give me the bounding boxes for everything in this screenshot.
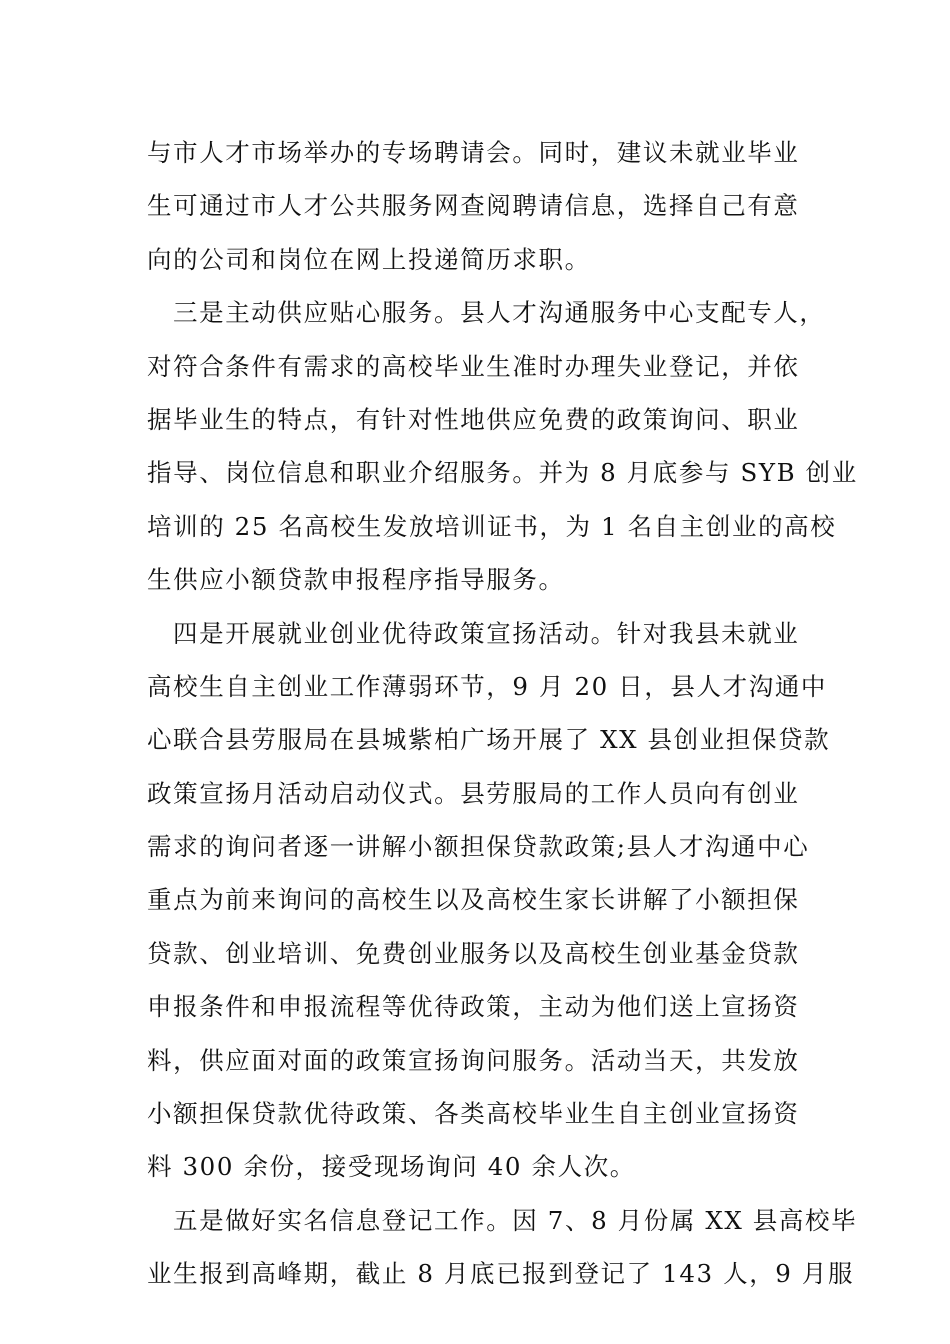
text-line: 心联合县劳服局在县城紫柏广场开展了 XX 县创业担保贷款: [147, 725, 831, 755]
text-line: 生供应小额贷款申报程序指导服务。: [147, 565, 565, 595]
text-line: 贷款、创业培训、免费创业服务以及高校生创业基金贷款: [147, 938, 800, 968]
text-line: 料，供应面对面的政策宣扬询问服务。活动当天，共发放: [147, 1045, 800, 1075]
text-line: 申报条件和申报流程等优待政策，主动为他们送上宣扬资: [147, 992, 800, 1022]
text-line: 高校生自主创业工作薄弱环节，9 月 20 日，县人才沟通中: [147, 671, 828, 701]
paragraph-start-line: 三是主动供应贴心服务。县人才沟通服务中心支配专人，: [173, 298, 826, 328]
text-line: 业生报到高峰期，截止 8 月底已报到登记了 143 人，9 月服: [147, 1259, 855, 1289]
paragraph-start-line: 五是做好实名信息登记工作。因 7、8 月份属 XX 县高校毕: [173, 1205, 858, 1235]
text-line: 需求的询问者逐一讲解小额担保贷款政策;县人才沟通中心: [147, 832, 810, 862]
paragraph-start-line: 四是开展就业创业优待政策宣扬活动。针对我县未就业: [173, 618, 800, 648]
text-line: 指导、岗位信息和职业介绍服务。并为 8 月底参与 SYB 创业: [147, 458, 858, 488]
text-line: 政策宣扬月活动启动仪式。县劳服局的工作人员向有创业: [147, 778, 800, 808]
text-line: 小额担保贷款优待政策、各类高校毕业生自主创业宣扬资: [147, 1099, 800, 1129]
text-line: 料 300 余份，接受现场询问 40 余人次。: [147, 1152, 636, 1182]
text-line: 重点为前来询问的高校生以及高校生家长讲解了小额担保: [147, 885, 800, 915]
document-body: [147, 126, 858, 1301]
text-line: 向的公司和岗位在网上投递简历求职。: [147, 244, 591, 274]
text-line: 生可通过市人才公共服务网查阅聘请信息，选择自己有意: [147, 191, 800, 221]
text-line: 与市人才市场举办的专场聘请会。同时，建议未就业毕业: [147, 138, 800, 167]
text-line: 培训的 25 名高校生发放培训证书，为 1 名自主创业的高校: [147, 511, 837, 541]
text-line: 对符合条件有需求的高校毕业生准时办理失业登记，并依: [147, 351, 800, 381]
text-line: 据毕业生的特点，有针对性地供应免费的政策询问、职业: [147, 404, 800, 434]
